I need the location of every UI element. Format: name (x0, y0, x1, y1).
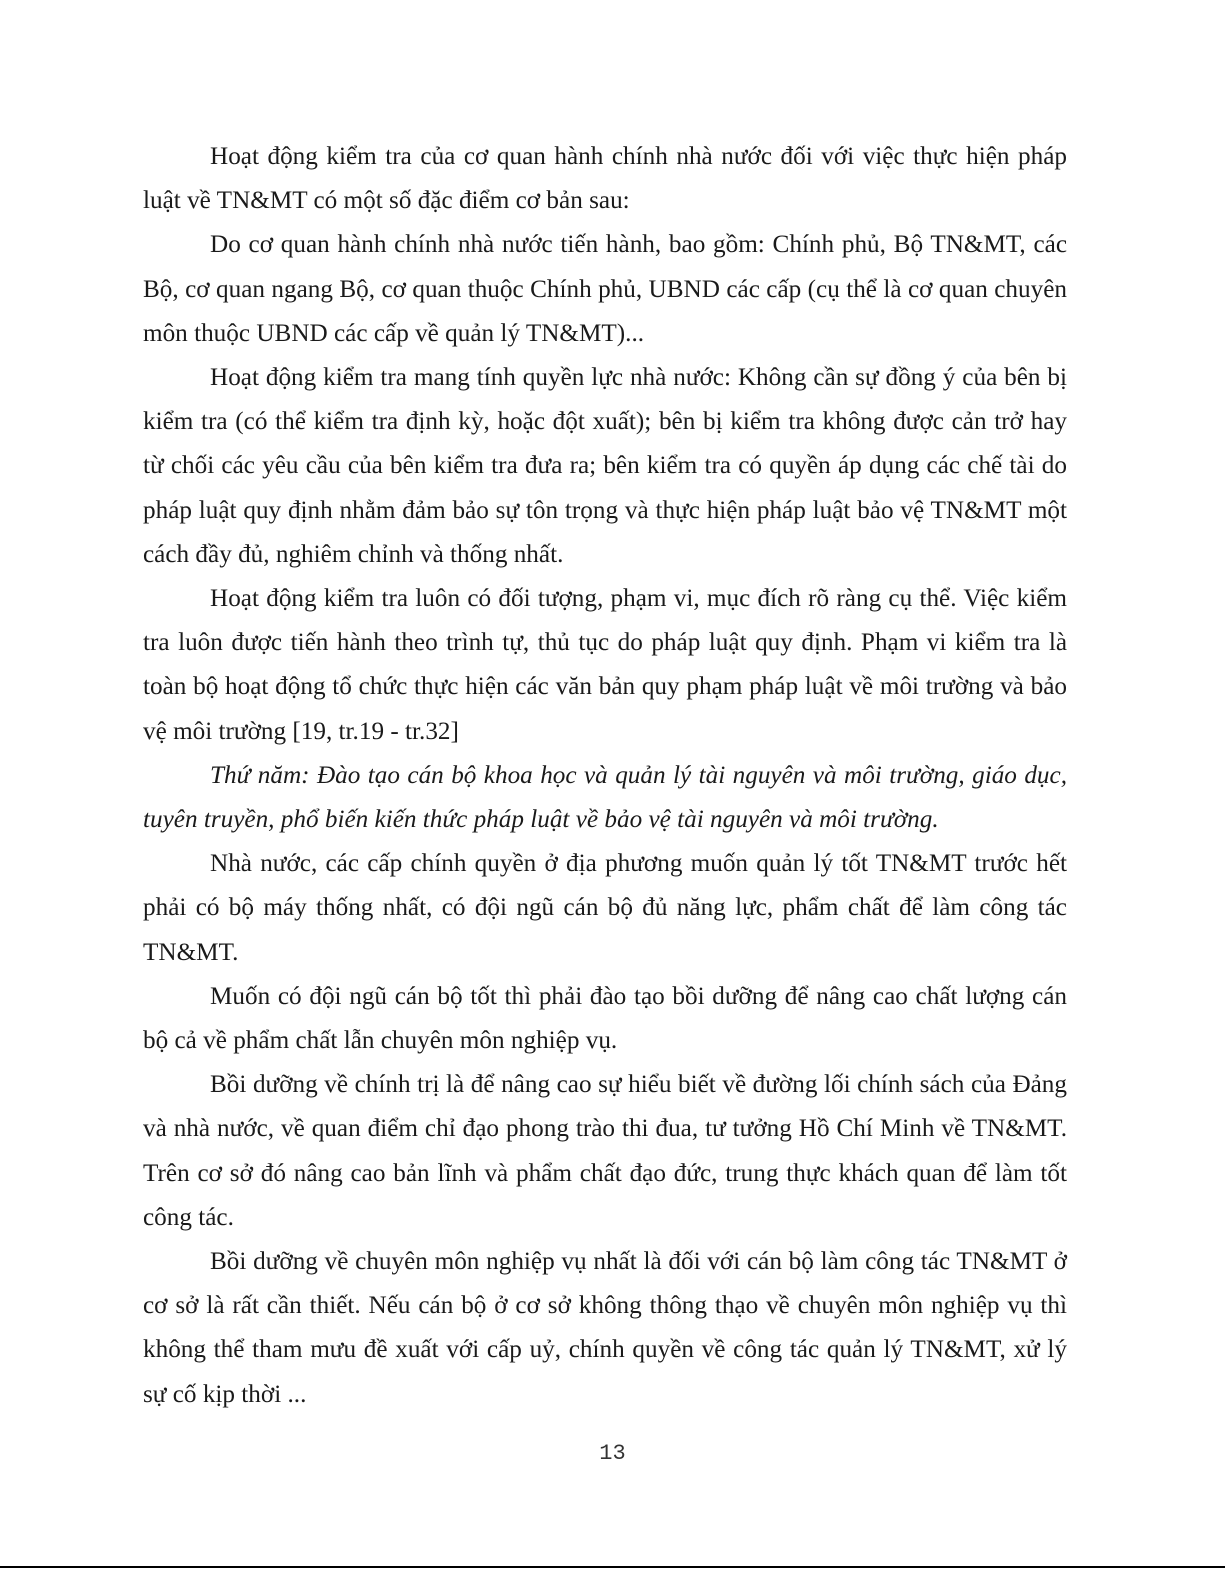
paragraph-inspection-characteristics: Hoạt động kiểm tra của cơ quan hành chính nhà nước đối với việc thực hiện pháp luật về TN&MT có một số đặc điểm cơ bản sau: (143, 143, 1067, 215)
document-body (143, 135, 1067, 1417)
paragraph-staff-training: Muốn có đội ngũ cán bộ tốt thì phải đào tạo bồi dưỡng để nâng cao chất lượng cán bộ cả về phẩm chất lẫn chuyên môn nghiệp vụ. (143, 982, 1067, 1055)
paragraph-political-training: Bồi dưỡng về chính trị là để nâng cao sự hiểu biết về đường lối chính sách của Đảng và nhà nước, về quan điểm chỉ đạo phong trào thi đua, tư tưởng Hồ Chí Minh về TN&MT. Trên cơ sở đó nâng cao bản lĩnh và phẩm chất đạo đức, trung thực khách quan để làm tốt công tác. (143, 1071, 1067, 1231)
paragraph-state-apparatus: Nhà nước, các cấp chính quyền ở địa phương muốn quản lý tốt TN&MT trước hết phải có bộ máy thống nhất, có đội ngũ cán bộ đủ năng lực, phẩm chất để làm công tác TN&MT. (143, 850, 1067, 966)
paragraph-state-power: Hoạt động kiểm tra mang tính quyền lực nhà nước: Không cần sự đồng ý của bên bị kiểm tra (có thể kiểm tra định kỳ, hoặc đột xuất); bên bị kiểm tra không được cản trở hay từ chối các yêu cầu của bên kiểm tra đưa ra; bên kiểm tra có quyền áp dụng các chế tài do pháp luật quy định nhằm đảm bảo sự tôn trọng và thực hiện pháp luật bảo vệ TN&MT một cách đầy đủ, nghiêm chỉnh và thống nhất. (143, 364, 1067, 568)
paragraph-professional-training: Bồi dưỡng về chuyên môn nghiệp vụ nhất là đối với cán bộ làm công tác TN&MT ở cơ sở là rất cần thiết. Nếu cán bộ ở cơ sở không thông thạo về chuyên môn nghiệp vụ thì không thể tham mưu đề xuất với cấp uỷ, chính quyền về công tác quản lý TN&MT, xử lý sự cố kịp thời ... (143, 1248, 1067, 1408)
page-number: 13 (599, 1441, 626, 1466)
paragraph-conducting-agencies: Do cơ quan hành chính nhà nước tiến hành, bao gồm: Chính phủ, Bộ TN&MT, các Bộ, cơ quan ngang Bộ, cơ quan thuộc Chính phủ, UBND các cấp (cụ thể là cơ quan chuyên môn thuộc UBND các cấp về quản lý TN&MT)... (143, 231, 1067, 347)
bottom-border-line (0, 1566, 1225, 1568)
paragraph-fifth-heading: Thứ năm: Đào tạo cán bộ khoa học và quản lý tài nguyên và môi trường, giáo dục, tuyên truyền, phổ biến kiến thức pháp luật về bảo vệ tài nguyên và môi trường. (143, 761, 1067, 834)
paragraph-scope-and-purpose: Hoạt động kiểm tra luôn có đối tượng, phạm vi, mục đích rõ ràng cụ thể. Việc kiểm tra luôn được tiến hành theo trình tự, thủ tục do pháp luật quy định. Phạm vi kiểm tra là toàn bộ hoạt động tổ chức thực hiện các văn bản quy phạm pháp luật về môi trường và bảo vệ môi trường [19, tr.19 - tr.32] (143, 585, 1067, 745)
